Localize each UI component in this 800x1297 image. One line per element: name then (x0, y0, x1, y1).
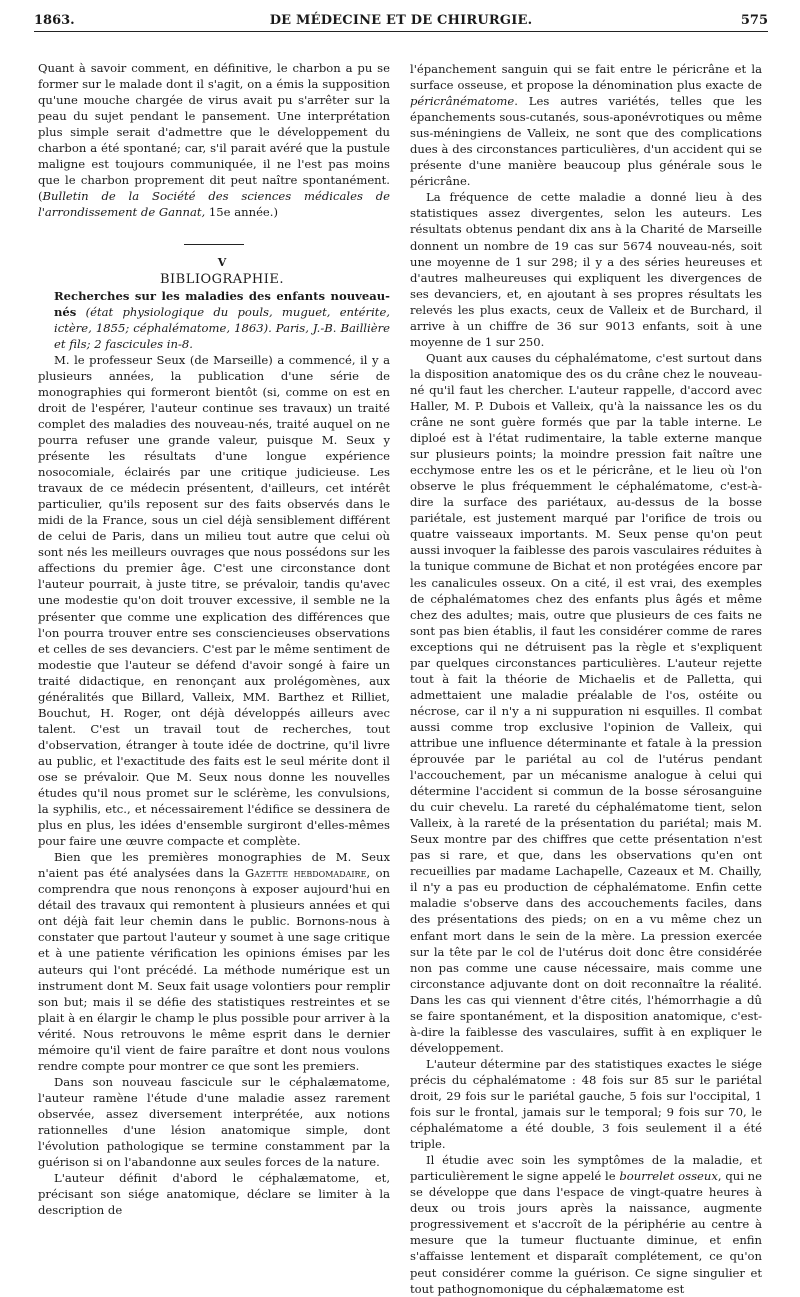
reference-details: (état physiologique du pouls, muguet, entérite, ictère, 1855; céphalématome, 1863). Paris, J.-B. Baillière et fils; 2 fascicules in-8. (54, 304, 390, 351)
paragraph-text: , qui ne se développe que dans l'espace de vingt-quatre heures à deux ou trois jours après la naissance, augmente progressivement et s'accroît de la périphérie au centre à mesure que la tumeur fluctuante diminue, et enfin s'affaisse lentement et disparaît complétement, ce qu'on peut considérer comme la guérison. Ce signe singulier et tout pathognomonique du céphalæmatome est (410, 1169, 762, 1296)
reference-title: Recherches sur les maladies des enfants nouveau-nés (54, 288, 390, 319)
paragraph-siege: L'auteur détermine par des statistiques exactes le siége précis du céphalématome : 48 fois sur 85 sur le pariétal droit, 29 fois sur le pariétal gauche, 5 fois sur l'occipital, 1 fois sur le frontal, jamais sur le temporal; 9 fois sur 70, le céphalématome a été double, 3 fois seulement il a été triple. (410, 1056, 762, 1152)
paragraph-seux-intro: M. le professeur Seux (de Marseille) a commencé, il y a plusieurs années, la publication d'une série de monographies qui formeront bientôt (si, comme on est en droit de l'espérer, l'auteur continue ses travaux) un traité complet des maladies des nouveau-nés, traité auquel on ne pourra refuser une grande valeur, puisque M. Seux y présente les résultats d'une longue expérience nosocomiale, éclairés par une critique judicieuse. Les travaux de ce médecin présentent, d'ailleurs, cet intérêt particulier, qu'ils reposent sur des faits observés dans le midi de la France, sous un ciel déjà sensiblement différent de celui de Paris, dans un milieu tout autre que celui où sont nés les meilleurs ouvrages que nous possédons sur les affections du premier âge. C'est une circonstance dont l'auteur pourrait, à juste titre, se prévaloir, tandis qu'avec une modestie qu'on doit trouver excessive, il semble ne la présenter que comme une explication des différences que l'on pourra trouver entre ses consciencieuses observations et celles de ses devanciers. C'est par le même sentiment de modestie que l'auteur se défend d'avoir songé à faire un traité didactique, en renonçant aux prolégomènes, aux généralités que Billard, Valleix, MM. Barthez et Rilliet, Bouchut, H. Roger, ont déjà développés ailleurs avec talent. C'est un travail tout de recherches, tout d'observation, étranger à toute idée de doctrine, qu'il livre au public, et l'exactitude des faits est le seul mérite dont il ose se prévaloir. Que M. Seux nous donne les nouvelles études qu'il nous promet sur le sclérème, les convulsions, la syphilis, etc., et nécessairement l'édifice se dessinera de plus en plus, les idées d'ensemble surgiront d'elles-mêmes pour faire une œuvre compacte et complète. (38, 352, 390, 849)
running-header (34, 9, 768, 32)
paragraph-epanchement (410, 61, 762, 189)
term-pericranematome: péricrânématome (410, 94, 515, 109)
paragraph-frequence: La fréquence de cette maladie a donné lieu à des statistiques assez divergentes, selon les auteurs. Les résultats obtenus pendant dix ans à la Charité de Marseille donnent un nombre de 19 cas sur 5674 nouveau-nés, soit une moyenne de 1 sur 298; il y a des séries heureuses et d'autres malheureuses qui expliquent les divergences de ses devanciers, et, en ajoutant à ses propres résultats les relevés les plus exacts, ceux de Valleix et de Burchard, il arrive à un chiffre de 36 sur 9013 enfants, soit à une moyenne de 1 sur 250. (410, 190, 762, 349)
paragraph-text: , on comprendra que nous renonçons à exposer aujourd'hui en détail des travaux qui remontent à plusieurs années et qui ont déjà fait leur chemin dans le public. Bornons-nous à constater que partout l'auteur y soumet à une sage critique et à une patiente vérification les opinions émises par les auteurs qui l'ont précédé. La méthode numérique est un instrument dont M. Seux fait usage volontiers pour remplir son but; mais il se défie des statistiques restreintes et se plait à en élargir le champ le plus possible pour arriver à la vérité. Nous retrouvons le même esprit dans le dernier mémoire qu'il vient de faire paraître et dont nous voulons rendre compte pour montrer ce que sont les premiers. (38, 866, 390, 1073)
paragraph-text: . Les autres variétés, telles que les épanchements sous-cutanés, sous-aponévrotiques ou même sus-méningiens de Valleix, ne sont que des complications dues à des circonstances particulières, d'un accident qui se présente d'une manière beaucoup plus générale sous le péricrâne. (410, 94, 762, 189)
section-title: BIBLIOGRAPHIE. (159, 271, 285, 287)
paragraph-text: Bien que les premières monographies de M. Seux n'aient pas été analysées dans la (38, 850, 390, 881)
bibliographic-reference (38, 288, 390, 352)
section-divider (184, 244, 244, 245)
term-bourrelet-osseux: bourrelet osseux (619, 1169, 718, 1184)
header-running-title: DE MÉDECINE ET DE CHIRURGIE. (269, 13, 533, 28)
paragraph-symptomes (410, 1152, 762, 1296)
citation-end: 15e année.) (205, 205, 278, 220)
paragraph-causes: Quant aux causes du céphalématome, c'est surtout dans la disposition anatomique des os du crâne chez le nouveau-né qu'il faut les chercher. L'auteur rappelle, d'accord avec Haller, M. P. Dubois et Valleix, qu'à la naissance les os du crâne ne sont guère formés que par la table interne. Le diploé est à l'état rudimentaire, la table externe manque sur plusieurs points; la moindre pression fait naître une ecchymose entre les os et le péricrâne, et le lieu où l'on observe le plus fréquemment le céphalématome, c'est-à-dire la surface des pariétaux, au-dessus de la bosse pariétale, est justement marqué par l'orifice de trois ou quatre vaisseaux importants. M. Seux pense qu'on peut aussi invoquer la faiblesse des parois vasculaires réduites à la tunique commune de Bichat et non protégées encore par les canalicules osseux. On a cité, il est vrai, des exemples de céphalématomes chez des enfants plus âgés et même chez des adultes; mais, outre que plusieurs de ces faits ne sont pas bien établis, il faut les considérer comme de rares exceptions qui ne détruisent pas la règle et s'expliquent par quelques circonstances particulières. L'auteur rejette tout à fait la théorie de Michaelis et de Palletta, qui admettaient une maladie préalable de l'os, ostéite ou nécrose, car il n'y a ni suppuration ni esquilles. Il combat aussi comme trop exclusive l'opinion de Valleix, qui attribue une influence déterminante et fatale à la pression éprouvée par le pariétal au col de l'utérus pendant l'accouchement, par un mécanisme analogue à celui qui détermine l'accident si commun de la bosse sérosanguine du cuir chevelu. La rareté du céphalématome tient, selon Valleix, à la rareté de la présentation du pariétal; mais M. Seux montre par des chiffres que cette présentation n'est pas si rare, et que, dans les observations qu'en ont recueillies par madame Lachapelle, Cazeaux et M. Chailly, il n'y a pas eu production de céphalématome. Enfin cette maladie s'observe dans des accouchements faciles, dans des présentations des pieds; on en a vu même chez un enfant mort dans le sein de la mère. La pression exercée sur la tête par le col de l'utérus doit donc être considérée non pas comme une cause nécessaire, mais comme une circonstance adjuvante dont on doit reconnaître la réalité. Dans les cas qui viennent d'être cités, l'hémorrhagie a dû se faire spontanément, et la disposition anatomique, c'est-à-dire la faiblesse des vasculaires, suffit à en expliquer le développement. (410, 350, 762, 1055)
header-year: 1863. (34, 13, 75, 28)
paragraph-nouveau-fascicule: Dans son nouveau fascicule sur le céphalæmatome, l'auteur ramène l'étude d'une maladie assez rarement observée, assez diversement interprétée, aux notions rationnelles d'une lésion anatomique simple, dont l'évolution pathologique se termine constamment par la guérison si on l'abandonne aux seules forces de la nature. (38, 1074, 390, 1170)
header-page-number: 575 (740, 13, 768, 28)
bulletin-citation: Bulletin de la Société des sciences médicales de l'arrondissement de Gannat, (38, 189, 390, 220)
journal-name: Gazette hebdomadaire (245, 866, 367, 881)
left-column (38, 60, 390, 1218)
paragraph-text: Il étudie avec soin les symptômes de la maladie, et particulièrement le signe appelé le (410, 1153, 762, 1184)
paragraph-monographies (38, 849, 390, 1074)
paragraph-definition: L'auteur définit d'abord le céphalæmatome, et, précisant son siége anatomique, déclare se limiter à la description de (38, 1171, 390, 1218)
section-number: V (217, 256, 227, 270)
paragraph-charbon (38, 60, 390, 220)
right-column (410, 61, 762, 1297)
paragraph-text: l'épanchement sanguin qui se fait entre le péricrâne et la surface osseuse, et propose la dénomination plus exacte de (410, 62, 762, 93)
paragraph-text: Quant à savoir comment, en définitive, le charbon a pu se former sur le malade dont il s'agit, on a émis la supposition qu'une mouche chargée de virus avait pu s'arrêter sur la peau du sujet pendant le pansement. Une interprétation plus simple serait d'admettre que le développement du charbon a été spontané; car, s'il parait avéré que la pustule maligne est toujours communiquée, il ne l'est pas moins que le charbon proprement dit peut naître spontanément. ( (38, 61, 390, 204)
